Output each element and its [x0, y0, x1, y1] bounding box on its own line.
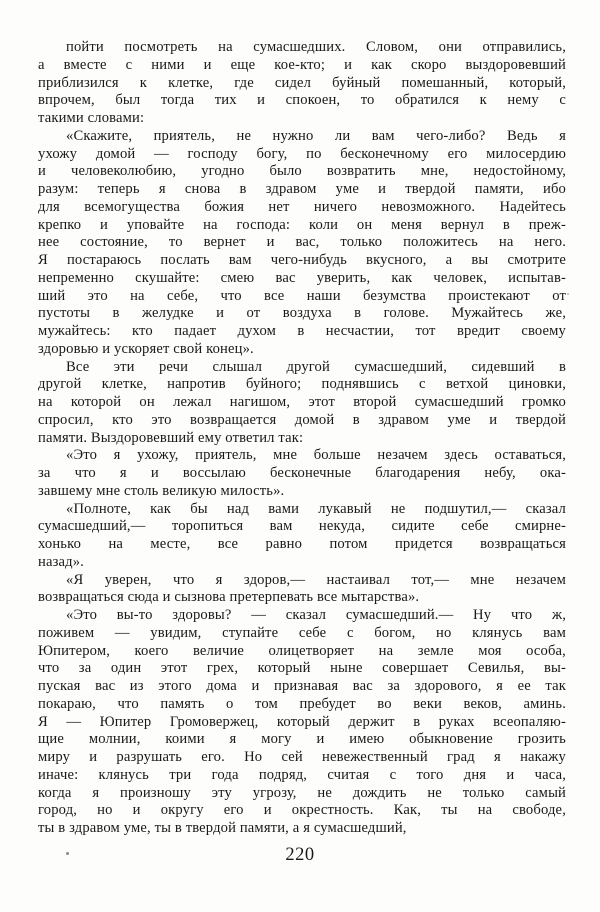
text-line: завшему мне столь великую милость».: [38, 482, 285, 499]
text-line: разум: теперь я снова в здравом уме и твердой памяти, ибо: [38, 181, 566, 197]
text-line: покараю, что память о том пребудет во веки веков, аминь.: [38, 695, 566, 712]
paragraph: [38, 501, 566, 572]
text-line: что за один этот грех, который ныне совершает Севилья, вы-: [38, 660, 566, 677]
text-line: на которой он лежал нагишом, этот второй сумасшедший громко: [38, 394, 566, 410]
text-line: город, но и округу его и окрестность. Как, ты на свободе,: [38, 802, 566, 819]
text-line: миру и разрушать его. Но сей невежественный град я накажу: [38, 749, 566, 765]
text-column: [38, 39, 566, 838]
text-line: Я постараюсь послать вам чего-нибудь вкусного, а вы смотрите: [38, 252, 566, 268]
text-line: возвращаться сюда и сызнова претерпевать все мытарства».: [38, 589, 420, 606]
text-line: за что я и воссылаю бесконечные благодарения небу, ока-: [38, 465, 566, 481]
text-line: такими словами:: [38, 110, 145, 126]
text-line: Юпитером, коего величие олицетворяет на земле моя особа,: [38, 642, 566, 659]
text-line: крепко и уповайте на господа: коли он меня вернул в преж-: [38, 216, 566, 233]
text-line: когда я произношу эту угрозу, не дождить не только самый: [38, 784, 566, 801]
text-line: Все эти речи слышал другой сумасшедший, сидевший в: [66, 358, 566, 375]
text-line: для всемогущества божия нет ничего невозможного. Надейтесь: [38, 198, 566, 215]
text-line: сумасшедший,— торопиться вам некуда, сидите себе смирне-: [38, 518, 566, 535]
text-line: «Это вы-то здоровы? — сказал сумасшедший.— Ну что ж,: [66, 607, 566, 623]
paragraph: [38, 572, 566, 608]
text-line: спросил, кто это возвращается домой в здравом уме и твердой: [38, 411, 566, 428]
text-line: иначе: клянусь три года подряд, считая с того дня и часа,: [38, 766, 566, 783]
page-number: 220: [285, 845, 315, 865]
paragraph: [38, 39, 566, 128]
paragraph: [38, 128, 566, 359]
text-line: здоровью и ускоряет свой конец».: [38, 340, 254, 357]
text-line: «Это я ухожу, приятель, мне больше незачем здесь оставаться,: [66, 447, 566, 464]
text-line: пуская вас из этого дома и признавая вас за здорового, я ее так: [38, 678, 566, 694]
paragraph: [38, 607, 566, 838]
text-line: «Я уверен, что я здоров,— настаивал тот,— мне незачем: [66, 571, 566, 588]
text-line: щие молнии, коими я могу и имею обыкновение грозить: [38, 731, 566, 748]
text-line: впрочем, был тогда тих и спокоен, то обратился к нему с: [38, 92, 566, 109]
text-line: другой клетке, напротив буйного; поднявшись с ветхой циновки,: [38, 376, 566, 393]
text-line: нее состояние, то вернет и вас, только положитесь на него.: [38, 234, 566, 251]
scan-speck: [66, 852, 69, 855]
text-line: мужайтесь: кто падает духом в несчастии, тот вредит своему: [38, 323, 566, 339]
text-line: ухожу домой — господу богу, по бесконечному его милосердию: [38, 145, 566, 162]
text-line: хонько на месте, все равно потом придется возвращаться: [38, 536, 566, 552]
paragraph: [38, 447, 566, 500]
text-line: назад».: [38, 553, 84, 570]
text-line: «Полноте, как бы над вами лукавый не подшутил,— сказал: [66, 500, 566, 517]
text-line: непременно скушайте: смею вас уверить, как человек, испытав-: [38, 269, 566, 286]
text-line: Я — Юпитер Громовержец, который держит в руках всеопаляю-: [38, 713, 566, 730]
text-line: приблизился к клетке, где сидел буйный помешанный, который,: [38, 74, 566, 91]
scan-speck: [567, 293, 569, 295]
text-line: пустоты в желудке и от воздуха в голове. Мужайтесь же,: [38, 305, 566, 322]
text-line: «Скажите, приятель, не нужно ли вам чего-либо? Ведь я: [66, 127, 566, 144]
text-line: ший это на себе, что все наши безумства проистекают от: [38, 287, 566, 304]
paragraph: [38, 359, 566, 448]
text-line: а вместе с ними и еще кое-кто; и как скоро выздоровевший: [38, 56, 566, 73]
text-line: памяти. Выздоровевший ему ответил так:: [38, 429, 304, 446]
text-line: пойти посмотреть на сумасшедших. Словом, они отправились,: [66, 39, 566, 55]
text-line: ты в здравом уме, ты в твердой памяти, а я сумасшедший,: [38, 820, 407, 836]
text-line: и человеколюбию, угодно было возвратить мне, недостойному,: [38, 163, 566, 180]
text-line: поживем — увидим, ступайте себе с богом, но клянусь вам: [38, 624, 566, 641]
